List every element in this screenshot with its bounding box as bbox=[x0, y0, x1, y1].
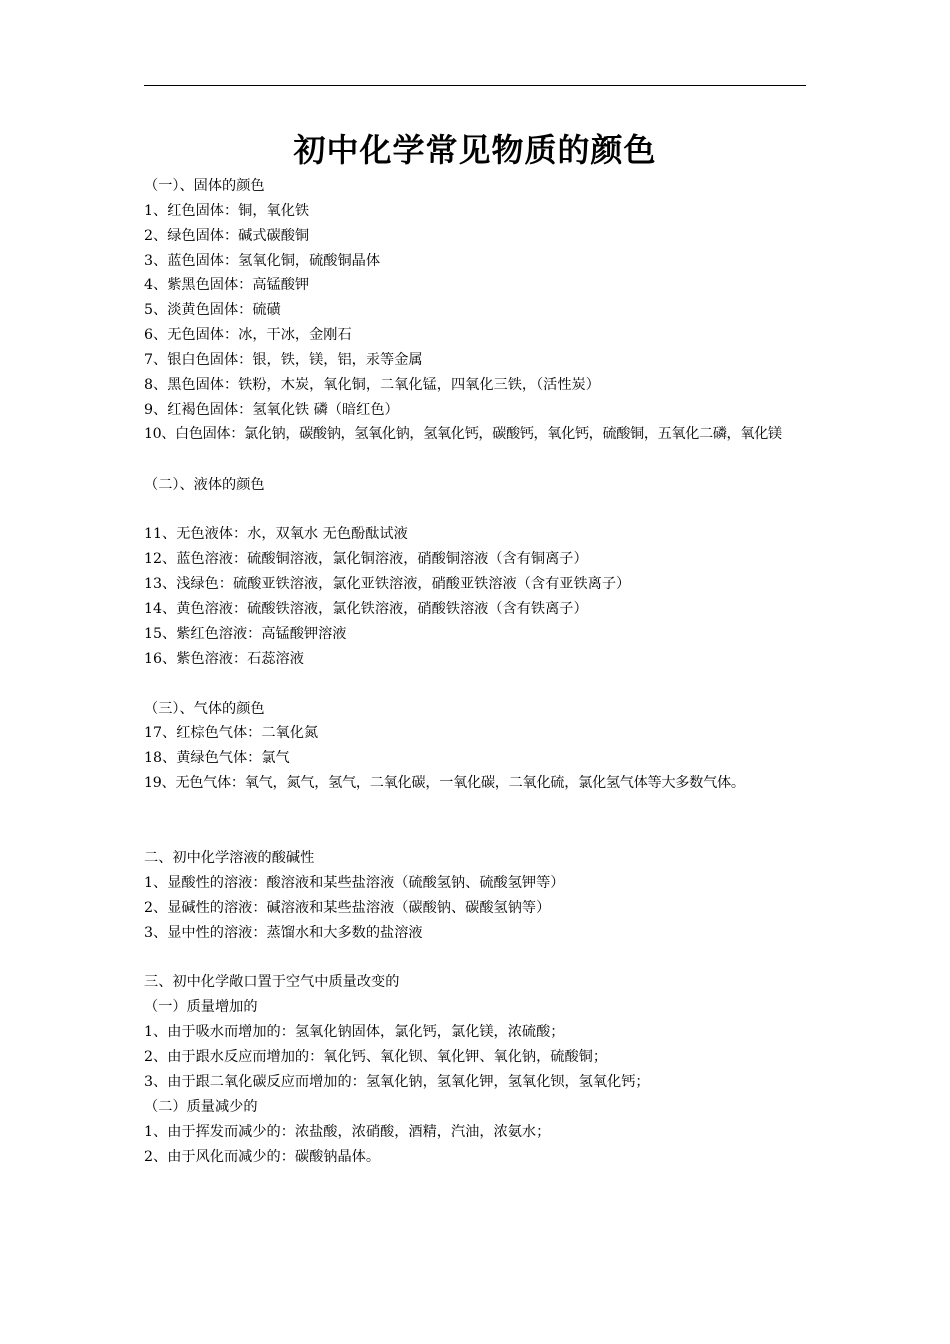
list-item: 2、由于跟水反应而增加的：氧化钙、氧化钡、氧化钾、氧化钠，硫酸铜； bbox=[144, 1049, 608, 1065]
liquid-heading: （二）、液体的颜色 bbox=[144, 477, 265, 493]
list-item: 1、显酸性的溶液：酸溶液和某些盐溶液（硫酸氢钠、硫酸氢钾等） bbox=[144, 875, 565, 891]
list-item: 1、红色固体：铜，氧化铁 bbox=[144, 203, 310, 219]
list-item: 2、由于风化而减少的：碳酸钠晶体。 bbox=[144, 1149, 381, 1165]
list-item: 12、蓝色溶液：硫酸铜溶液，氯化铜溶液，硝酸铜溶液（含有铜离子） bbox=[144, 551, 588, 567]
solid-heading: （一）、固体的颜色 bbox=[144, 178, 265, 194]
header-rule bbox=[144, 85, 806, 86]
gas-heading: （三）、气体的颜色 bbox=[144, 701, 265, 717]
list-item: 10、白色固体：氯化钠，碳酸钠，氢氧化钠，氢氧化钙，碳酸钙，氧化钙，硫酸铜，五氧化二磷，氧化镁 bbox=[144, 426, 782, 442]
list-item: 3、蓝色固体：氢氧化铜，硫酸铜晶体 bbox=[144, 253, 381, 269]
list-item: 11、无色液体：水，双氧水 无色酚酞试液 bbox=[144, 526, 408, 542]
document-title: 初中化学常见物质的颜色 bbox=[293, 131, 657, 169]
list-item: 7、银白色固体：银，铁，镁，铝，汞等金属 bbox=[144, 352, 423, 368]
list-item: 2、显碱性的溶液：碱溶液和某些盐溶液（碳酸钠、碳酸氢钠等） bbox=[144, 900, 551, 916]
list-item: 19、无色气体：氧气，氮气，氢气，二氧化碳，一氧化碳，二氧化硫，氯化氢气体等大多数气体。 bbox=[144, 775, 745, 791]
list-item: 3、由于跟二氧化碳反应而增加的：氢氧化钠，氢氧化钾，氢氧化钡，氢氧化钙； bbox=[144, 1074, 650, 1090]
section-heading: 三、初中化学敞口置于空气中质量改变的 bbox=[144, 974, 400, 990]
subsection-heading: （二）质量减少的 bbox=[144, 1099, 258, 1115]
section-heading: 二、初中化学溶液的酸碱性 bbox=[144, 850, 315, 866]
list-item: 3、显中性的溶液：蒸馏水和大多数的盐溶液 bbox=[144, 925, 423, 941]
list-item: 17、红棕色气体：二氧化氮 bbox=[144, 725, 319, 741]
list-item: 15、紫红色溶液：高锰酸钾溶液 bbox=[144, 626, 347, 642]
list-item: 9、红褐色固体：氢氧化铁 磷（暗红色） bbox=[144, 402, 399, 418]
list-item: 4、紫黑色固体：高锰酸钾 bbox=[144, 277, 310, 293]
list-item: 14、黄色溶液：硫酸铁溶液，氯化铁溶液，硝酸铁溶液（含有铁离子） bbox=[144, 601, 588, 617]
list-item: 13、浅绿色：硫酸亚铁溶液，氯化亚铁溶液，硝酸亚铁溶液（含有亚铁离子） bbox=[144, 576, 631, 592]
subsection-heading: （一）质量增加的 bbox=[144, 999, 258, 1015]
list-item: 6、无色固体：冰，干冰，金刚石 bbox=[144, 327, 352, 343]
list-item: 5、淡黄色固体：硫磺 bbox=[144, 302, 281, 318]
list-item: 1、由于挥发而减少的：浓盐酸，浓硝酸，酒精，汽油，浓氨水； bbox=[144, 1124, 551, 1140]
list-item: 8、黑色固体：铁粉，木炭，氧化铜，二氧化锰，四氧化三铁，（活性炭） bbox=[144, 377, 600, 393]
list-item: 16、紫色溶液：石蕊溶液 bbox=[144, 651, 304, 667]
list-item: 2、绿色固体：碱式碳酸铜 bbox=[144, 228, 310, 244]
list-item: 1、由于吸水而增加的：氢氧化钠固体，氯化钙，氯化镁，浓硫酸； bbox=[144, 1024, 565, 1040]
list-item: 18、黄绿色气体：氯气 bbox=[144, 750, 290, 766]
